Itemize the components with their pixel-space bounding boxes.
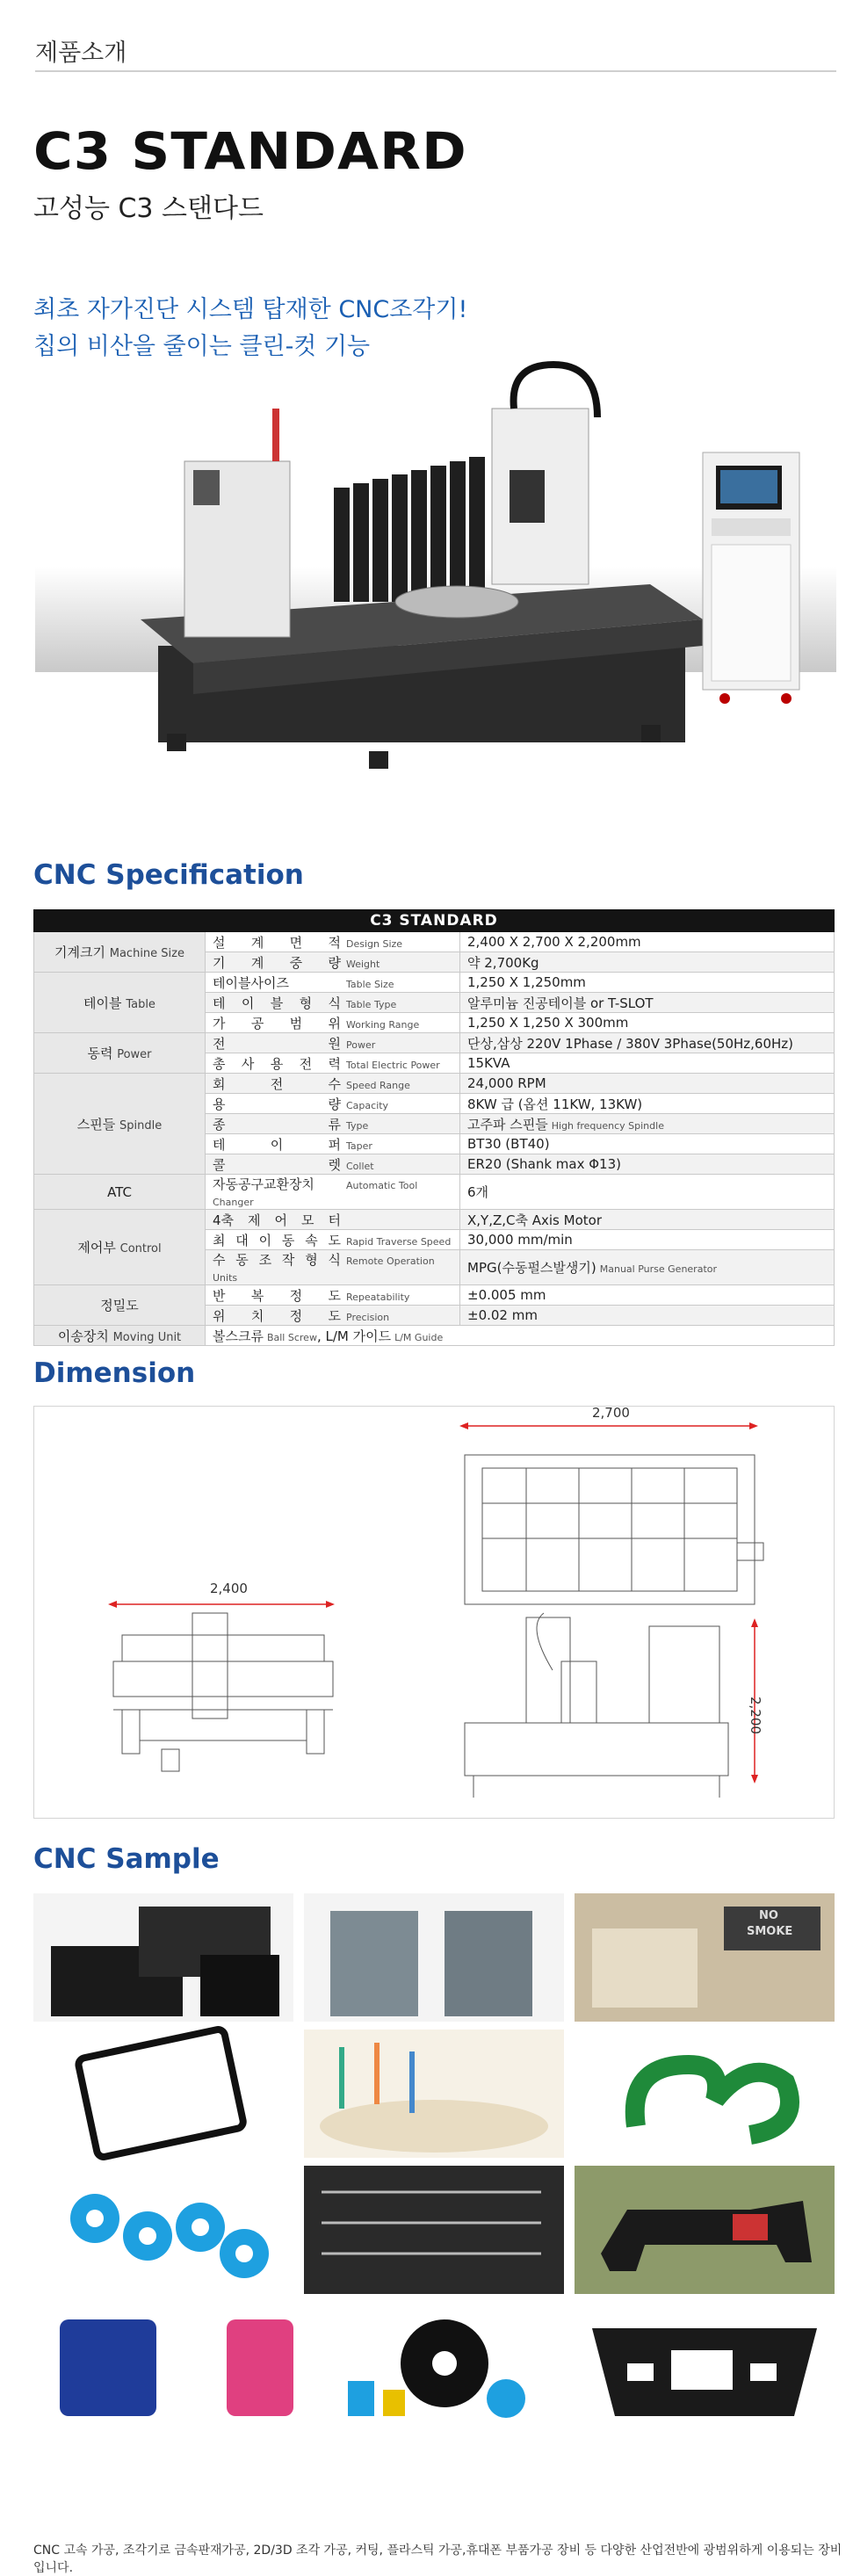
- sample-sign-text-2: SMOKE: [747, 1925, 793, 1938]
- sample-image-blue-rings: [33, 2166, 293, 2294]
- spec-item: 테이블사이즈 Table Size: [206, 973, 460, 993]
- spec-value: 1,250 X 1,250mm: [460, 973, 835, 993]
- spec-item: 회 전 수 Speed Range: [206, 1074, 460, 1094]
- dimension-section-title: Dimension: [33, 1357, 196, 1389]
- spec-group-name: ATC: [34, 1175, 206, 1210]
- sample-image-cases: [33, 1893, 293, 2022]
- spec-group-name: 이송장치 Moving Unit: [34, 1326, 206, 1346]
- spec-value: 단상,삼상 220V 1Phase / 380V 3Phase(50Hz,60Hz): [460, 1033, 835, 1053]
- spec-item: 총 사 용 전 력 Total Electric Power: [206, 1053, 460, 1074]
- sample-image-engraved-plate: [304, 2166, 564, 2294]
- spec-item: 자동공구교환장치 Automatic Tool Changer: [206, 1175, 460, 1210]
- spec-table: [33, 909, 835, 1346]
- sample-image-pencil-holder: [304, 2030, 564, 2158]
- spec-value: 30,000 mm/min: [460, 1230, 835, 1250]
- sample-image-panels: [304, 1893, 564, 2022]
- spec-item: 최 대 이 동 속 도 Rapid Traverse Speed: [206, 1230, 460, 1250]
- sample-footnote: CNC 고속 가공, 조각기로 금속판재가공, 2D/3D 조각 가공, 커팅, 플라스틱 가공,휴대폰 부품가공 장비 등 다양한 산업전반에 광범위하게 이용되는 장비입니다.: [33, 2543, 842, 2575]
- spec-group-name: 테이블 Table: [34, 973, 206, 1033]
- spec-group-name: 기계크기 Machine Size: [34, 932, 206, 973]
- sample-sign-text-1: NO: [759, 1909, 778, 1922]
- spec-value: 약 2,700Kg: [460, 952, 835, 973]
- spec-item: 테 이 퍼 Taper: [206, 1134, 460, 1154]
- spec-item: 용 량 Capacity: [206, 1094, 460, 1114]
- spec-value: 24,000 RPM: [460, 1074, 835, 1094]
- spec-value: ER20 (Shank max Φ13): [460, 1154, 835, 1175]
- spec-value: MPG(수동펄스발생기) Manual Purse Generator: [460, 1250, 835, 1285]
- height-label: 2,200: [748, 1697, 763, 1734]
- divider: [35, 70, 836, 72]
- sample-image-phone-frame: [33, 2030, 293, 2158]
- spec-value: ±0.005 mm: [460, 1285, 835, 1306]
- spec-item: 콜 렛 Collet: [206, 1154, 460, 1175]
- sample-image-green-logo: [575, 2030, 835, 2158]
- sample-image-plastic-parts: [304, 2302, 564, 2430]
- sample-image-lion-sign: [575, 2166, 835, 2294]
- spec-row: [34, 973, 835, 993]
- spec-row: [34, 1175, 835, 1210]
- spec-item: 설 계 면 적 Design Size: [206, 932, 460, 952]
- spec-group-name: 동력 Power: [34, 1033, 206, 1074]
- spec-item: 테 이 블 형 식 Table Type: [206, 993, 460, 1013]
- spec-value: 6개: [460, 1175, 835, 1210]
- spec-value: 1,250 X 1,250 X 300mm: [460, 1013, 835, 1033]
- tagline-line1: 최초 자가진단 시스템 탑재한 CNC조각기!: [33, 296, 468, 323]
- section-label: 제품소개: [35, 40, 127, 67]
- spec-value: 15KVA: [460, 1053, 835, 1074]
- spec-row: [34, 1033, 835, 1053]
- spec-item: 기 계 중 량 Weight: [206, 952, 460, 973]
- dimension-drawing: [33, 1406, 835, 1819]
- spec-group-name: 스핀들 Spindle: [34, 1074, 206, 1175]
- dimension-svg: [34, 1407, 835, 1820]
- spec-value: 고주파 스핀들 High frequency Spindle: [460, 1114, 835, 1134]
- spec-group-name: 제어부 Control: [34, 1210, 206, 1285]
- sample-image-tray: [575, 2302, 835, 2430]
- spec-item: 전 원 Power: [206, 1033, 460, 1053]
- spec-row: [34, 1285, 835, 1306]
- spec-item: 가 공 범 위 Working Range: [206, 1013, 460, 1033]
- spec-value: X,Y,Z,C축 Axis Motor: [460, 1210, 835, 1230]
- spec-item: 반 복 정 도 Repeatability: [206, 1285, 460, 1306]
- front-width-label: 2,400: [210, 1581, 248, 1596]
- product-subtitle: 고성능 C3 스탠다드: [33, 193, 264, 224]
- spec-item: 수 동 조 작 형 식 Remote Operation Units: [206, 1250, 460, 1285]
- spec-table-title: C3 STANDARD: [34, 910, 835, 932]
- spec-item: 위 치 정 도 Precision: [206, 1306, 460, 1326]
- sample-image-letter-blocks: [33, 2302, 293, 2430]
- spec-value: 볼스크류 Ball Screw, L/M 가이드 L/M Guide: [206, 1326, 835, 1346]
- sample-image-no-smoke: [575, 1893, 835, 2022]
- spec-group-name: 정밀도: [34, 1285, 206, 1326]
- cnc-machine-image: [35, 356, 836, 813]
- spec-value: 8KW 급 (옵션 11KW, 13KW): [460, 1094, 835, 1114]
- spec-value: BT30 (BT40): [460, 1134, 835, 1154]
- spec-row: [34, 932, 835, 952]
- spec-row: [34, 1326, 835, 1346]
- spec-item: 4축 제 어 모 터: [206, 1210, 460, 1230]
- spec-row: [34, 1074, 835, 1094]
- spec-value: 2,400 X 2,700 X 2,200mm: [460, 932, 835, 952]
- spec-item: 종 류 Type: [206, 1114, 460, 1134]
- spec-value: 알루미늄 진공테이블 or T-SLOT: [460, 993, 835, 1013]
- sample-section-title: CNC Sample: [33, 1843, 220, 1875]
- spec-value: ±0.02 mm: [460, 1306, 835, 1326]
- tagline-line2: 칩의 비산을 줄이는 클린-컷 기능: [33, 333, 371, 360]
- top-width-label: 2,700: [592, 1405, 630, 1421]
- spec-section-title: CNC Specification: [33, 859, 304, 891]
- spec-row: [34, 1210, 835, 1230]
- product-title: C3 STANDARD: [33, 121, 467, 181]
